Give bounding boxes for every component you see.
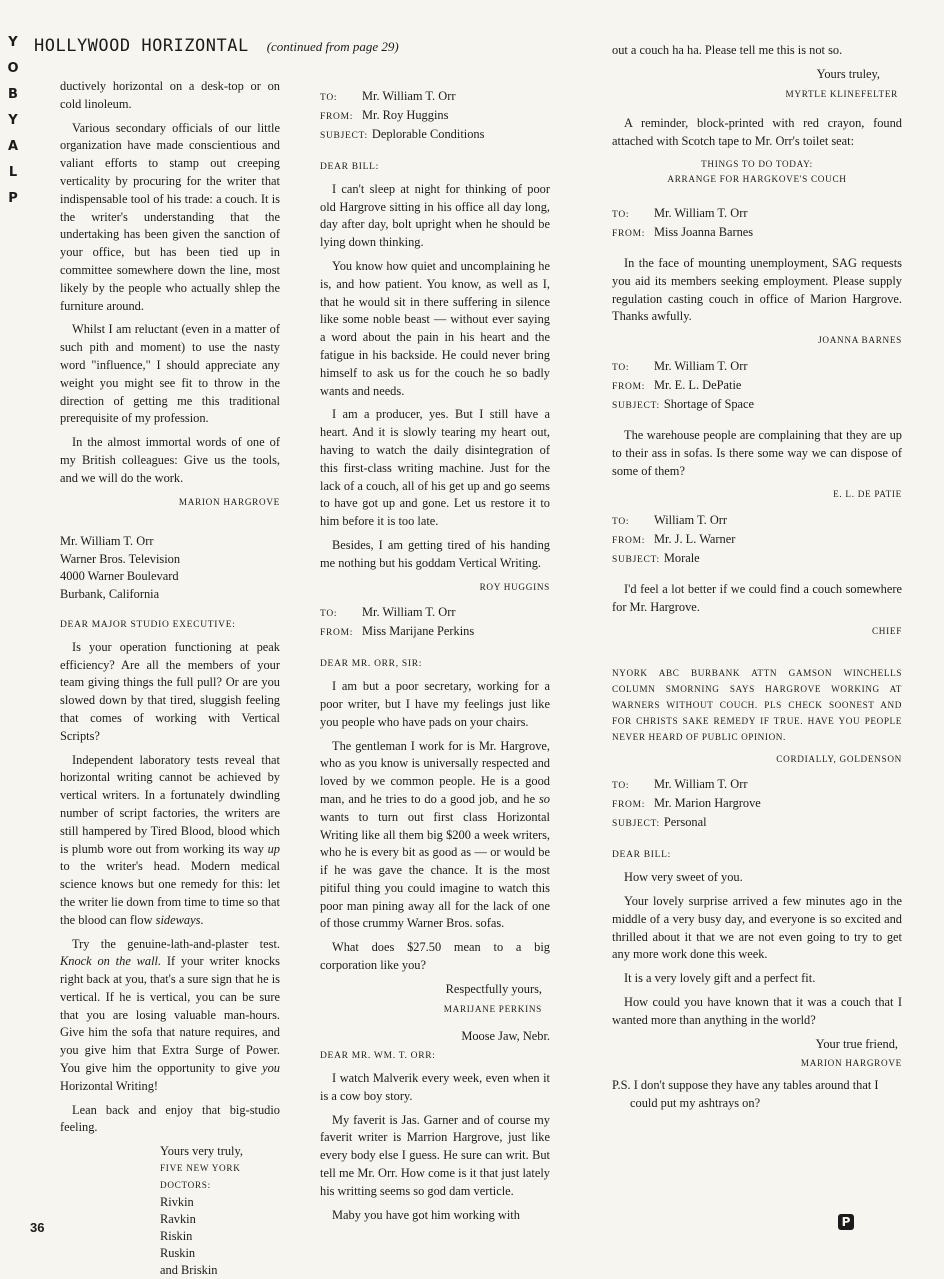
- paragraph: You know how quiet and uncomplaining he is, and how patient. You know, as well as I, that he would sit in there suffering in silence like some noble beast — without ever saying a word about the pain in his heart and the fatigue in his backside. He could never bring himself to ask us for the couch he so badly wants and needs.: [320, 258, 550, 398]
- paragraph: I can't sleep at night for thinking of poor old Hargrove sitting in his office all day long, day after day, bolt upright when he should be lying down thinking.: [320, 181, 550, 250]
- paragraph: A reminder, block-printed with red crayon, found attached with Scotch tape to Mr. Orr's toilet seat:: [612, 116, 902, 149]
- paragraph: Various secondary officials of our little organization have made conscientious and valiant efforts to stamp out creeping verticality by procuring for the writer that indispensable tool of his trade: a couch. It is the writer's understanding that the undertaking has been given the sanction of your office, but has been tied up in committee somewhere down the line, most likely by the people who actually shlep the furniture around.: [60, 120, 280, 313]
- closing: Your true friend,: [815, 1036, 898, 1051]
- paragraph: Try the genuine-lath-and-plaster test. Knock on the wall. If your writer knocks right back at you, that's a sure sign that he is vertical. If he is vertical, you can be sure that you are losing valuable man-hours. Give him the sofa that nature requires, and you give him that Extra Surge of Power. You give him the opportunity to give you Horizontal Writing!: [60, 936, 280, 1093]
- closing: Yours truley,: [816, 66, 880, 81]
- closing: Respectfully yours,: [445, 981, 542, 996]
- paragraph: How very sweet of you.: [624, 870, 743, 885]
- paragraph: I am a producer, yes. But I still have a heart. And it is slowly tearing my heart out, having to watch the daily disintegration of this first-class writing machine. Just for the lack of a couch, all of his get up and go seems to have got up and gone. Let us restore it to him before it is too late.: [320, 407, 550, 529]
- page-header: [34, 36, 399, 56]
- signature: CHIEF: [871, 625, 902, 636]
- paragraph: out a couch ha ha. Please tell me this is not so.: [612, 43, 843, 57]
- telegram: NYORK ABC BURBANK ATTN GAMSON WINCHELLS COLUMN SMORNING SAYS HARGROVE WORKING AT WARNERS WITHOUT COUCH. PLS CHECK SOONEST AND FOR CHRISTS SAKE REMEDY IF TRUE. HAVE YOU PEOPLE NEVER HEARD OF PUBLIC OPINION.: [612, 667, 902, 742]
- paragraph: The warehouse people are complaining that they are up to their ass in sofas. Is there some way we can dispose of some of them?: [612, 427, 902, 478]
- paragraph: I am but a poor secretary, working for a poor writer, but I have my feelings just like you people who have pads on your chairs.: [320, 679, 550, 729]
- side-label-playboy: Y O B Y A L P: [7, 35, 19, 206]
- signature: MARIJANE PERKINS: [443, 1003, 542, 1014]
- postscript: P.S. I don't suppose they have any tables around that I could put my ashtrays on?: [612, 1078, 879, 1110]
- salutation: DEAR MR. ORR, SIR:: [320, 659, 423, 670]
- signature: MYRTLE KLINEFELTER: [785, 88, 898, 99]
- paragraph: Maby you have got him working with: [332, 1207, 520, 1222]
- paragraph: My faverit is Jas. Garner and of course my faverit writer is Marrion Hargrove, just like every body else I guess. He sure can writ. But tell me Mr. Orr. How come is it that just lately his writting seems so god dam verticle.: [320, 1112, 550, 1198]
- salutation: DEAR MR. WM. T. ORR:: [320, 1051, 436, 1062]
- paragraph: I watch Malverik every week, even when it is a cow boy story.: [320, 1071, 550, 1103]
- salutation: DEAR BILL:: [320, 162, 379, 172]
- signature: MARION HARGROVE: [178, 496, 280, 507]
- memo-header: TO: William T. Orr FROM: Mr. J. L. Warner SUBJECT: Morale: [612, 513, 736, 566]
- paragraph: Whilst I am reluctant (even in a matter of such pith and moment) to use the nasty word "influence," I should appreciate any weight you might see fit to throw in the direction of getting me this traditional prerequisite of my profession.: [60, 322, 280, 426]
- doctors-signature-block: Yours very truly, FIVE NEW YORK DOCTORS: Rivkin Ravkin Riskin Ruskin and Briskin: [160, 1144, 243, 1278]
- paragraph: How could you have known that it was a couch that I wanted more than anything in the world?: [612, 994, 902, 1027]
- article-title: HOLLYWOOD HORIZONTAL: [34, 36, 249, 56]
- column-1: [60, 78, 280, 1279]
- end-mark-icon: P: [838, 1214, 854, 1230]
- salutation: DEAR MAJOR STUDIO EXECUTIVE:: [60, 619, 236, 630]
- page-number: 36: [30, 1220, 45, 1235]
- paragraph: It is a very lovely gift and a perfect fit.: [624, 971, 816, 986]
- todo-note: THINGS TO DO TODAY: ARRANGE FOR HARGKOVE'S COUCH: [667, 158, 847, 184]
- paragraph: The gentleman I work for is Mr. Hargrove, who as you know is universally respected and loved by we common people. He is a good man, and he tries to do a good job, and he so wants to turn out first class Horizontal Writing like all them big $200 a week writers, who he is every bit as good as — or would be if he was gave the chance. It is the most pitiful thing you could imagine to watch this poor man pining away all for the lack of one of those crummy Warner Bros. sofas.: [320, 738, 550, 931]
- paragraph: Is your operation functioning at peak efficiency? Are all the members of your team giving things the full pull? Or are you slowed down by that tired, sluggish feeling that comes of working with Vertical Scripts?: [60, 639, 280, 743]
- paragraph: Lean back and enjoy that big-studio feeling.: [60, 1102, 280, 1135]
- memo-header: TO: Mr. William T. Orr FROM: Mr. E. L. DePatie SUBJECT: Shortage of Space: [612, 358, 755, 411]
- signature: JOANNA BARNES: [818, 335, 902, 346]
- signature: MARION HARGROVE: [800, 1058, 902, 1069]
- paragraph: ductively horizontal on a desk-top or on cold linoleum.: [60, 79, 280, 111]
- continued-note: (continued from page 29): [266, 39, 399, 54]
- dateline: Moose Jaw, Nebr.: [461, 1029, 550, 1044]
- paragraph: Besides, I am getting tired of his handing me nothing but his goddam Vertical Writing.: [320, 537, 550, 570]
- memo-header: TO: Mr. William T. Orr FROM: Miss Marijane Perkins: [320, 605, 475, 639]
- paragraph: Your lovely surprise arrived a few minutes ago in the middle of a very busy day, and everyone is so excited and thrilled about it that we are not even going to try to get any more work done this week.: [612, 893, 902, 962]
- signature: E. L. DE PATIE: [833, 489, 902, 500]
- paragraph: Independent laboratory tests reveal that horizontal writing cannot be achieved by vertical writers. In a fortunately dwindling number of script factories, the writers are still hampered by Tired Blood, blood which is plumb wore out from working its way up to the writer's head. Modern medical science knows but one remedy for this: let the writer lie down from time to time so that the blood can flow sideways.: [60, 752, 280, 927]
- address-block: Mr. William T. Orr Warner Bros. Television 4000 Warner Boulevard Burbank, California: [60, 534, 181, 601]
- signature: ROY HUGGINS: [479, 581, 550, 592]
- paragraph: In the almost immortal words of one of my British colleagues: Give us the tools, and we will do the work.: [60, 435, 280, 485]
- memo-header: TO: Mr. William T. Orr FROM: Mr. Marion Hargrove SUBJECT: Personal: [612, 777, 761, 830]
- column-3: [612, 42, 902, 1113]
- memo-header: TO: Mr. William T. Orr FROM: Mr. Roy Huggins SUBJECT: Deplorable Conditions: [320, 89, 485, 141]
- column-2: [320, 88, 550, 1230]
- salutation: DEAR BILL:: [612, 850, 671, 861]
- paragraph: In the face of mounting unemployment, SAG requests you aid its members seeking employment. Please supply regulation casting couch in office of Marion Hargrove. Thanks awfully.: [612, 255, 902, 324]
- paragraph: What does $27.50 mean to a big corporation like you?: [320, 940, 550, 973]
- paragraph: I'd feel a lot better if we could find a couch somewhere for Mr. Hargrove.: [612, 582, 902, 614]
- signature: CORDIALLY, GOLDENSON: [776, 753, 902, 764]
- memo-header: TO: Mr. William T. Orr FROM: Miss Joanna Barnes: [612, 205, 754, 239]
